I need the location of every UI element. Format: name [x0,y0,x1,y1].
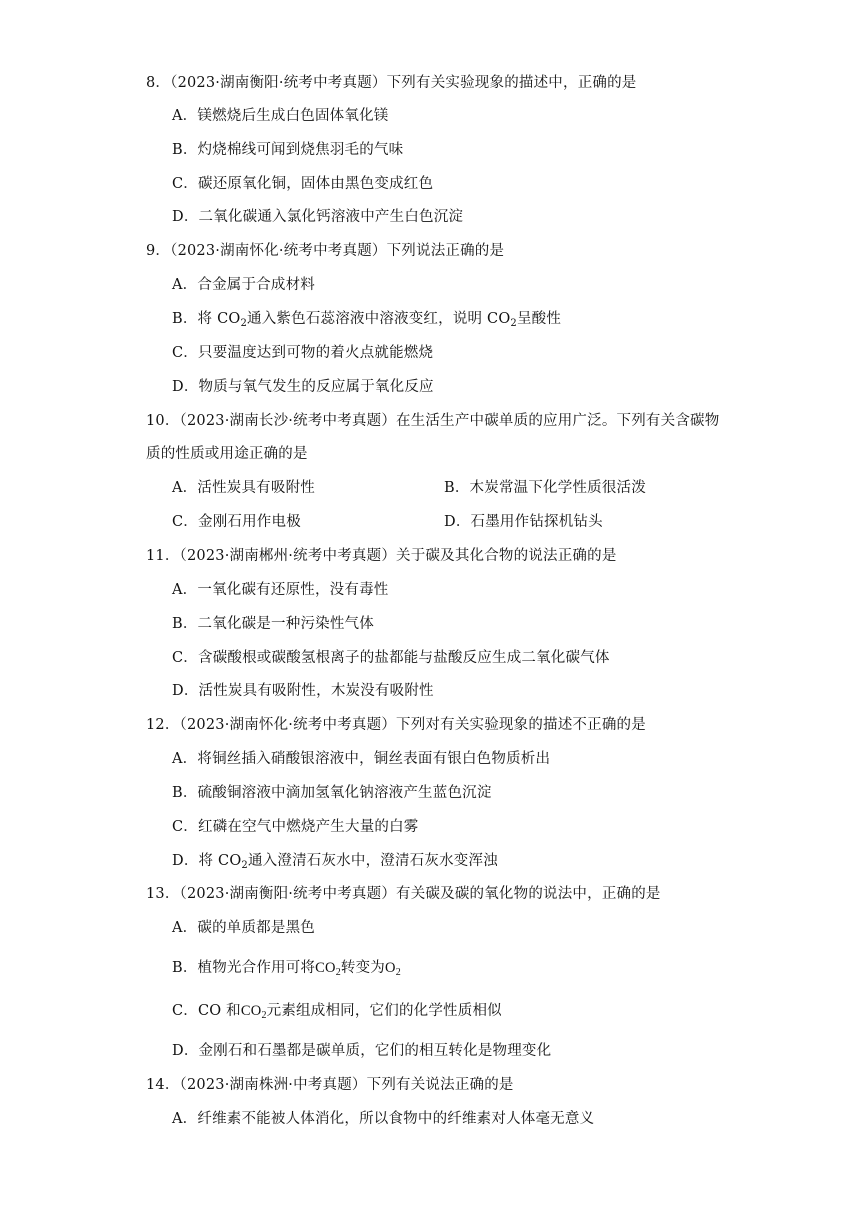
question-9-option-b: B．将 $CO_2$通入紫色石蕊溶液中溶液变红，说明 $CO_2$呈酸性 [172,311,562,329]
question-11-stem: 11．（2023·湖南郴州·统考中考真题）关于碳及其化合物的说法正确的是 [146,548,617,564]
question-9-option-a: A．合金属于合成材料 [172,277,315,293]
question-14-option-a: A．纤维素不能被人体消化，所以食物中的纤维素对人体毫无意义 [172,1111,595,1127]
question-13-option-b: B．植物光合作用可将$CO_2$转变为$O_2$ [172,960,401,978]
question-10-option-b: B．木炭常温下化学性质很活泼 [444,480,646,496]
question-10-option-c: C．金刚石用作电极 [172,514,301,530]
question-10-stem-line2: 质的性质或用途正确的是 [146,446,308,462]
question-12-stem: 12．（2023·湖南怀化·统考中考真题）下列对有关实验现象的描述不正确的是 [146,717,646,733]
question-14-stem: 14．（2023·湖南株洲·中考真题）下列有关说法正确的是 [146,1077,514,1093]
question-13-option-a: A．碳的单质都是黑色 [172,920,315,936]
question-9-option-d: D．物质与氧气发生的反应属于氧化反应 [172,379,434,395]
question-13-option-c: C．CO 和$CO_2$元素组成相同，它们的化学性质相似 [172,1003,502,1021]
question-10-option-a: A．活性炭具有吸附性 [172,480,315,496]
question-8-option-a: A．镁燃烧后生成白色固体氧化镁 [172,108,389,124]
question-8-option-d: D．二氧化碳通入氯化钙溶液中产生白色沉淀 [172,209,464,225]
question-12-option-d: D．将 $CO_2$通入澄清石灰水中，澄清石灰水变浑浊 [172,853,498,871]
question-9-stem: 9．（2023·湖南怀化·统考中考真题）下列说法正确的是 [146,243,505,259]
question-12-option-c: C．红磷在空气中燃烧产生大量的白雾 [172,819,419,835]
question-10-stem-line1: 10．（2023·湖南长沙·统考中考真题）在生活生产中碳单质的应用广泛。下列有关含碳物 [146,413,720,429]
question-11-option-a: A．一氧化碳有还原性，没有毒性 [172,582,389,598]
question-11-option-b: B．二氧化碳是一种污染性气体 [172,616,374,632]
question-8-stem: 8．（2023·湖南衡阳·统考中考真题）下列有关实验现象的描述中，正确的是 [146,75,637,91]
question-12-option-a: A．将铜丝插入硝酸银溶液中，铜丝表面有银白色物质析出 [172,751,551,767]
question-10-option-d: D．石墨用作钻探机钻头 [444,514,603,530]
question-9-option-c: C．只要温度达到可物的着火点就能燃烧 [172,345,434,361]
question-12-option-b: B．硫酸铜溶液中滴加氢氧化钠溶液产生蓝色沉淀 [172,785,492,801]
question-8-option-b: B．灼烧棉线可闻到烧焦羽毛的气味 [172,142,404,158]
question-11-option-d: D．活性炭具有吸附性，木炭没有吸附性 [172,683,434,699]
question-13-option-d: D．金刚石和石墨都是碳单质，它们的相互转化是物理变化 [172,1043,552,1059]
question-11-option-c: C．含碳酸根或碳酸氢根离子的盐都能与盐酸反应生成二氧化碳气体 [172,650,610,666]
question-13-stem: 13．（2023·湖南衡阳·统考中考真题）有关碳及碳的氧化物的说法中，正确的是 [146,886,661,902]
question-8-option-c: C．碳还原氧化铜，固体由黑色变成红色 [172,176,434,192]
